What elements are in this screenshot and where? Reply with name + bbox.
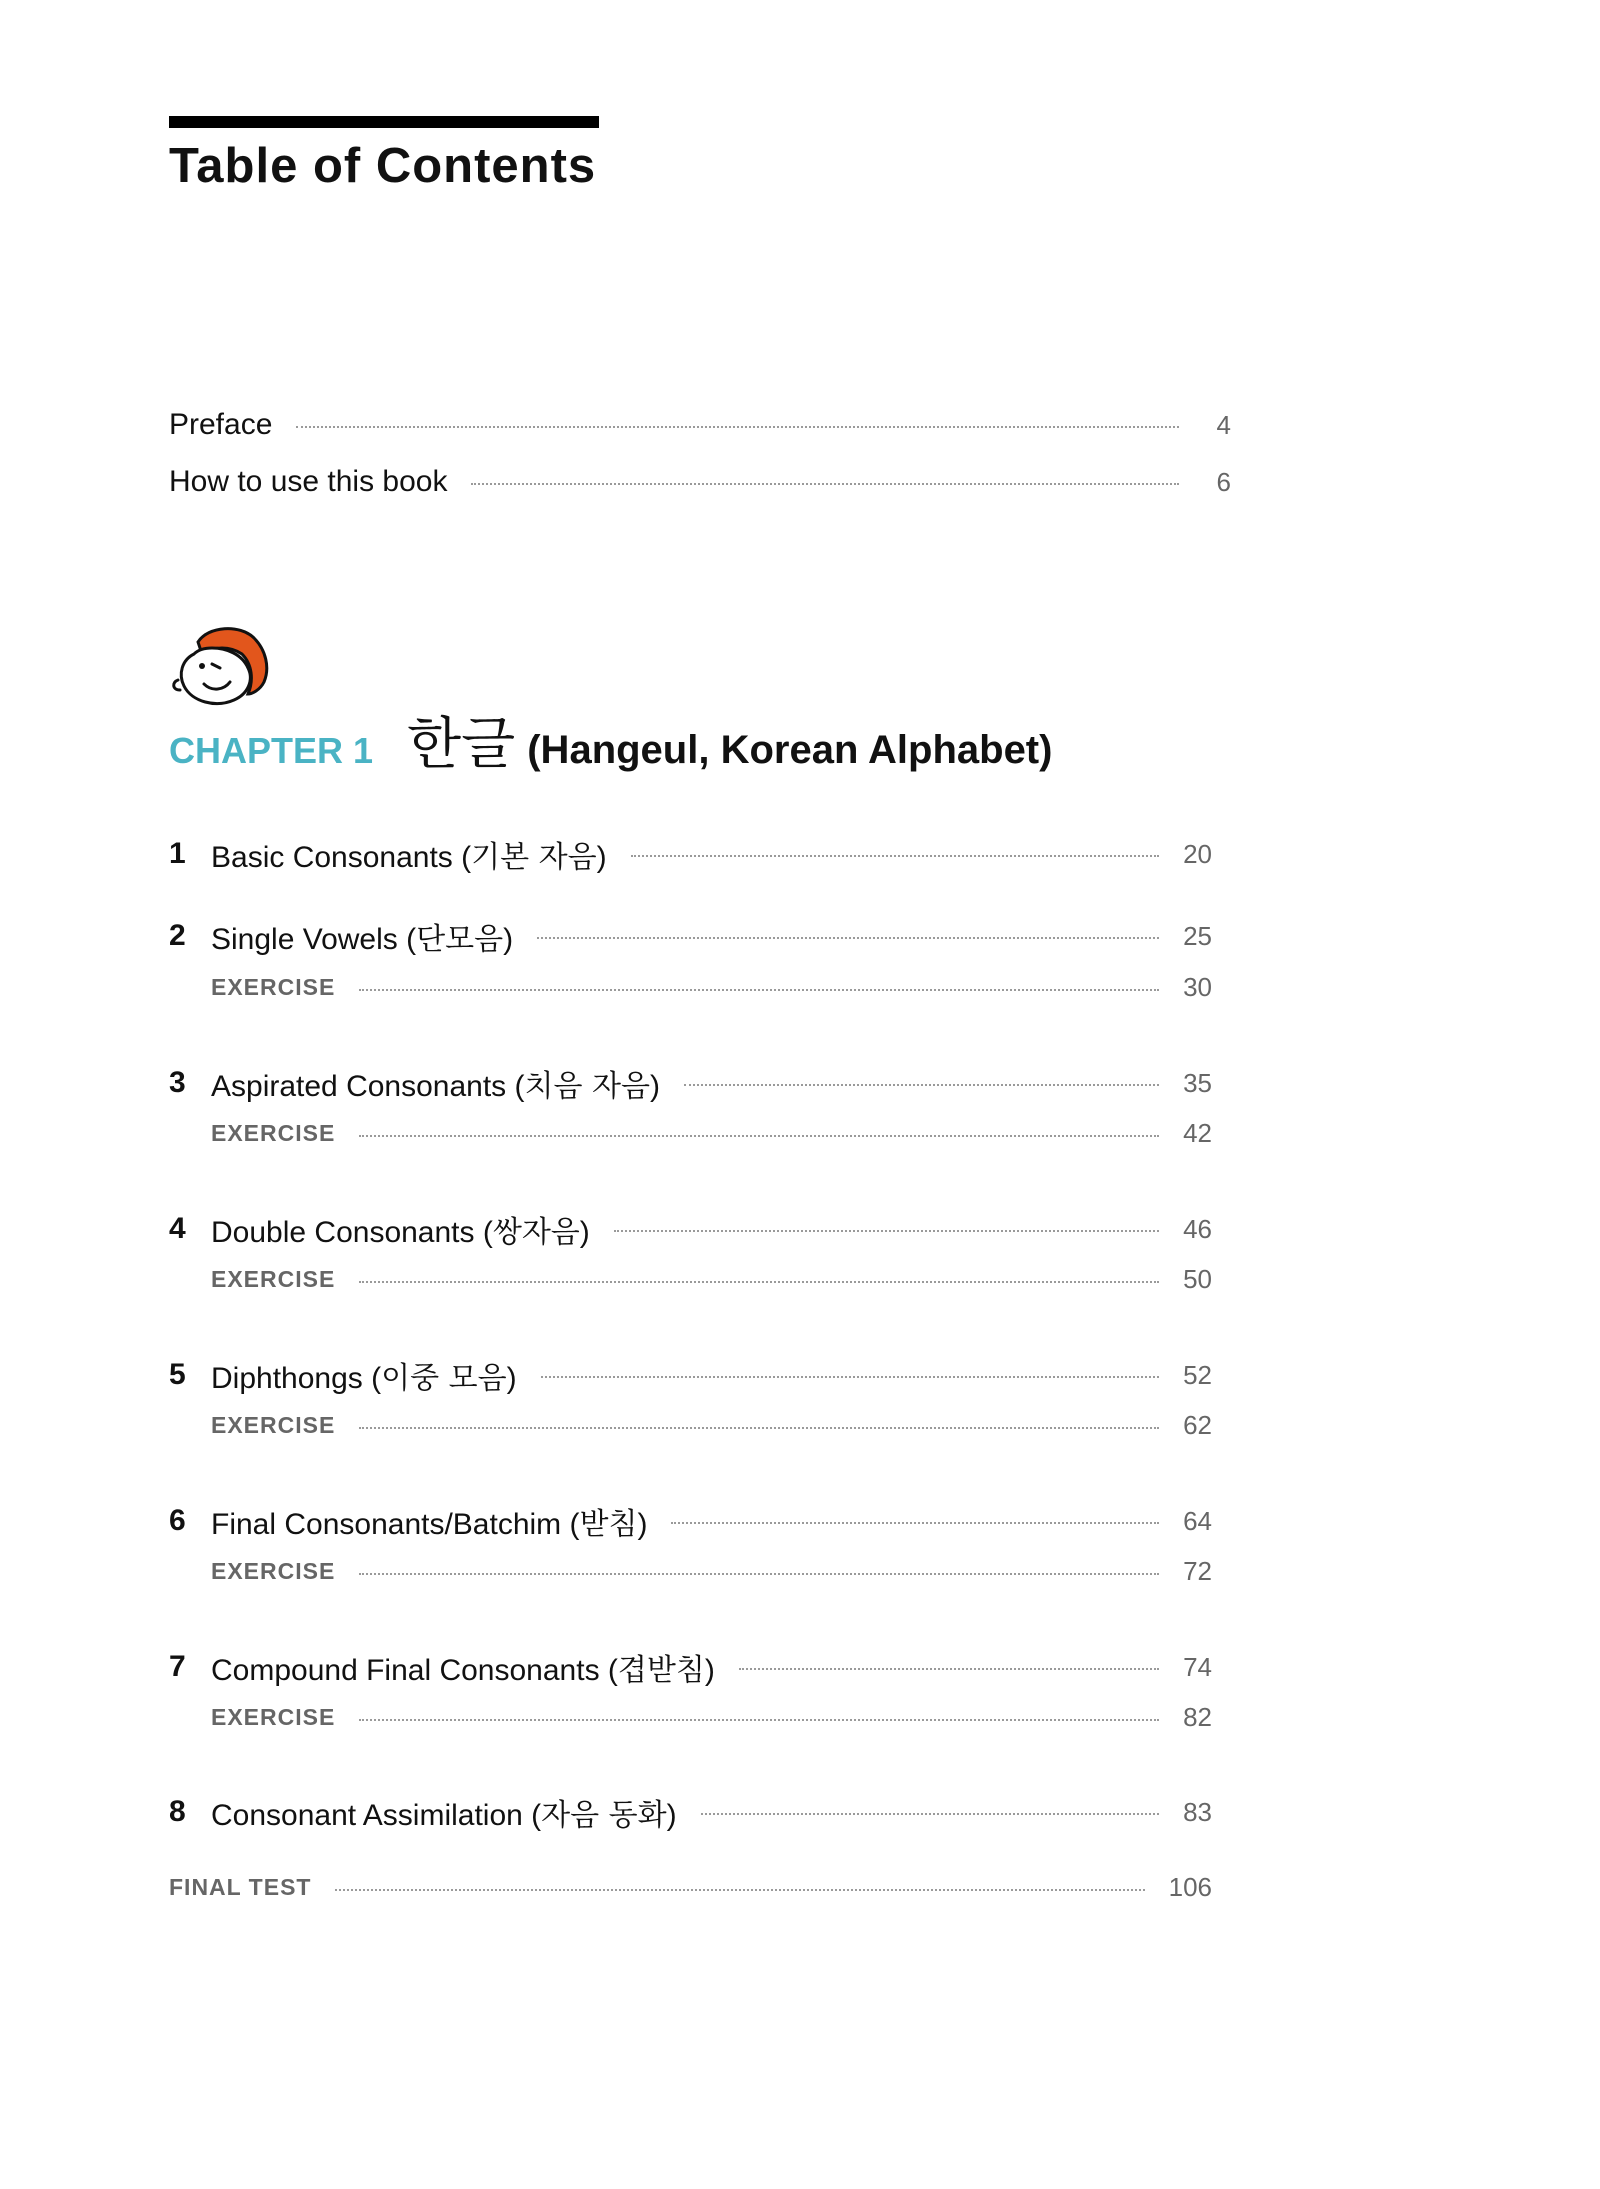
entry-label: Final Consonants/Batchim (받침) (211, 1507, 648, 1542)
chapter-label: CHAPTER 1 (169, 730, 374, 771)
toc-entry-3[interactable] (169, 1061, 1212, 1105)
toc-exercise-7[interactable] (211, 1702, 1212, 1733)
toc-entry-5[interactable] (169, 1353, 1212, 1397)
entry-page: 25 (1183, 920, 1212, 951)
dot-leader (671, 1522, 1159, 1524)
mascot-face-icon (168, 624, 272, 710)
entry-page: 72 (1183, 1556, 1212, 1586)
entry-number: 7 (169, 1650, 186, 1683)
toc-exercise-2[interactable] (211, 972, 1212, 1003)
entry-number: 1 (169, 837, 186, 870)
entry-page: 4 (1216, 409, 1231, 440)
entry-page: 74 (1183, 1651, 1212, 1682)
entry-number: 6 (169, 1504, 186, 1537)
mascot-face (181, 648, 250, 704)
entry-page: 52 (1183, 1359, 1212, 1390)
entry-page: 62 (1183, 1410, 1212, 1440)
entry-label: How to use this book (169, 465, 448, 498)
entry-page: 106 (1168, 1872, 1212, 1902)
final-test-label: FINAL TEST (169, 1874, 312, 1900)
page-title: Table of Contents (169, 139, 597, 193)
entry-label: Consonant Assimilation (자음 동화) (211, 1798, 677, 1833)
dot-leader (701, 1813, 1159, 1815)
mascot-eye-left (199, 663, 205, 669)
toc-entry-8[interactable] (169, 1790, 1212, 1834)
entry-label: Compound Final Consonants (겹받침) (211, 1653, 715, 1688)
title-rule (169, 116, 599, 128)
entry-page: 64 (1183, 1505, 1212, 1536)
dot-leader (614, 1230, 1159, 1232)
entry-page: 50 (1183, 1264, 1212, 1294)
dot-leader (684, 1084, 1159, 1086)
entry-page: 30 (1183, 972, 1212, 1002)
chapter-title-korean: 한글 (407, 712, 516, 777)
toc-exercise-5[interactable] (211, 1410, 1212, 1441)
toc-entry-how-to-use[interactable] (169, 465, 1231, 499)
entry-number: 3 (169, 1066, 186, 1099)
toc-entry-2[interactable] (169, 914, 1212, 958)
dot-leader (359, 1427, 1159, 1429)
dot-leader (359, 989, 1159, 991)
entry-page: 42 (1183, 1118, 1212, 1148)
dot-leader (359, 1719, 1159, 1721)
exercise-label: EXERCISE (211, 1558, 336, 1584)
toc-exercise-4[interactable] (211, 1264, 1212, 1295)
entry-number: 5 (169, 1358, 186, 1391)
dot-leader (296, 426, 1179, 428)
toc-exercise-6[interactable] (211, 1556, 1212, 1587)
dot-leader (359, 1573, 1159, 1575)
exercise-label: EXERCISE (211, 1266, 336, 1292)
toc-final-test[interactable] (169, 1872, 1212, 1903)
dot-leader (541, 1376, 1160, 1378)
entry-page: 35 (1183, 1067, 1212, 1098)
dot-leader (335, 1889, 1144, 1891)
dot-leader (471, 483, 1179, 485)
dot-leader (359, 1135, 1159, 1137)
toc-exercise-3[interactable] (211, 1118, 1212, 1149)
entry-number: 8 (169, 1795, 186, 1828)
chapter-title: (Hangeul, Korean Alphabet) (527, 728, 1053, 772)
entry-number: 2 (169, 919, 186, 952)
toc-entry-7[interactable] (169, 1645, 1212, 1689)
entry-number: 4 (169, 1212, 186, 1245)
entry-label: Basic Consonants (기본 자음) (211, 840, 607, 875)
toc-entry-1[interactable] (169, 832, 1212, 876)
exercise-label: EXERCISE (211, 974, 336, 1000)
entry-page: 82 (1183, 1702, 1212, 1732)
entry-page: 46 (1183, 1213, 1212, 1244)
dot-leader (631, 855, 1159, 857)
exercise-label: EXERCISE (211, 1120, 336, 1146)
dot-leader (537, 937, 1159, 939)
toc-entry-4[interactable] (169, 1207, 1212, 1251)
mascot-cheek (174, 680, 180, 690)
dot-leader (359, 1281, 1159, 1283)
entry-label: Aspirated Consonants (치음 자음) (211, 1069, 660, 1104)
dot-leader (739, 1668, 1159, 1670)
entry-label: Single Vowels (단모음) (211, 922, 514, 957)
toc-entry-6[interactable] (169, 1499, 1212, 1543)
chapter-heading (169, 700, 1052, 780)
entry-label: Preface (169, 408, 273, 441)
exercise-label: EXERCISE (211, 1704, 336, 1730)
exercise-label: EXERCISE (211, 1412, 336, 1438)
toc-entry-preface[interactable] (169, 408, 1231, 442)
entry-label: Double Consonants (쌍자음) (211, 1215, 590, 1250)
entry-label: Diphthongs (이중 모음) (211, 1361, 517, 1396)
entry-page: 20 (1183, 838, 1212, 869)
entry-page: 83 (1183, 1796, 1212, 1827)
entry-page: 6 (1216, 466, 1231, 497)
